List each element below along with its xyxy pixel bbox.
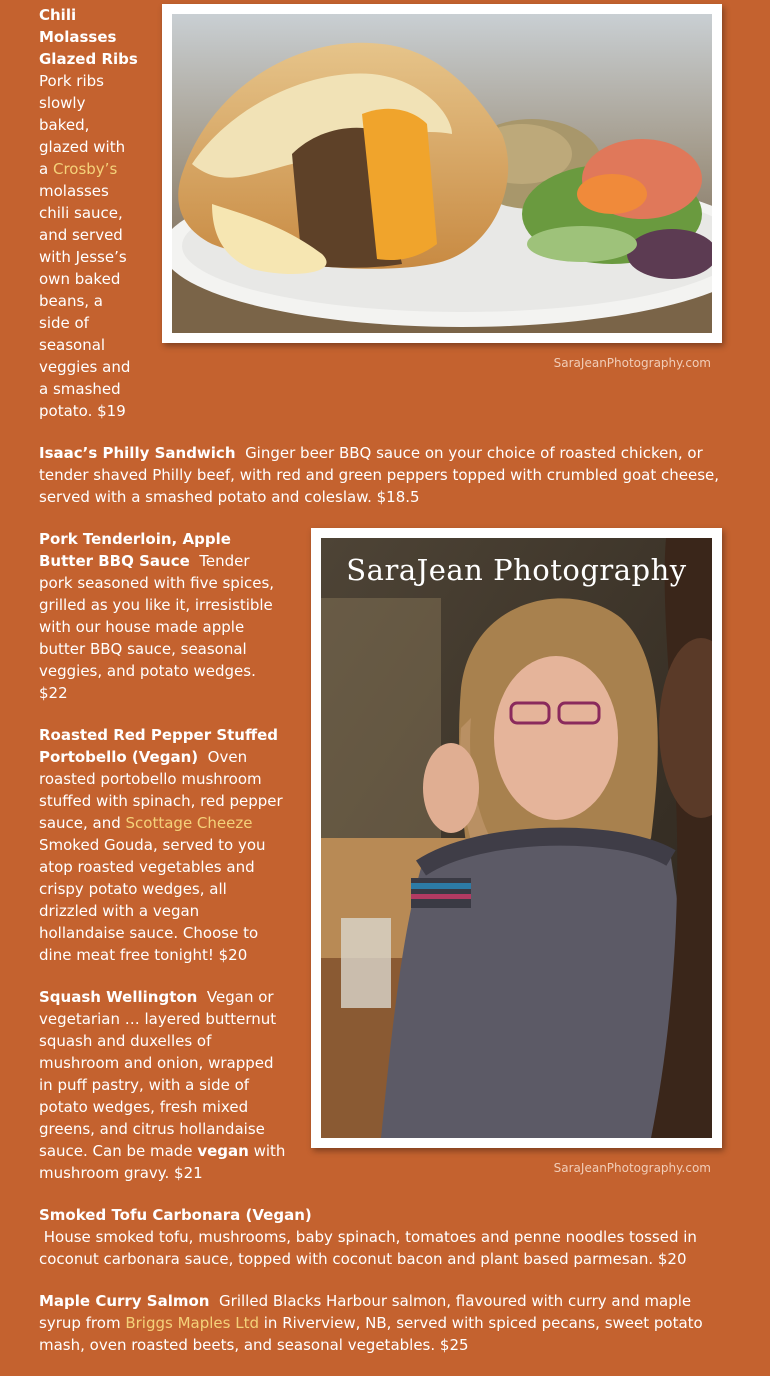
wellington-dish-photo bbox=[172, 14, 712, 333]
portrait-photo bbox=[321, 538, 712, 1138]
menu-item-description: molasses chili sauce, and served with Jesse’s own baked beans, a side of seasonal veggies and a smashed potato. $19 bbox=[39, 182, 131, 420]
menu-item-title: Chili Molasses Glazed Ribs bbox=[39, 6, 138, 68]
menu-item-maple-curry-salmon bbox=[39, 1290, 731, 1356]
menu-content bbox=[39, 4, 731, 1376]
menu-item-description: Vegan or vegetarian … layered butternut squash and duxelles of mushroom and onion, wrapped in puff pastry, with a side of potato wedges, fresh mixed greens, and citrus hollandaise sauce. Can be made bbox=[39, 988, 277, 1160]
menu-item-title: Pork Tenderloin, Apple Butter BBQ Sauce bbox=[39, 530, 231, 570]
scottage-cheeze-link[interactable]: Scottage Cheeze bbox=[125, 814, 253, 832]
portrait-photo-frame[interactable] bbox=[311, 528, 722, 1148]
vegan-emphasis: vegan bbox=[197, 1142, 249, 1160]
briggs-maples-link[interactable]: Briggs Maples Ltd bbox=[125, 1314, 259, 1332]
menu-item-description: Oven roasted portobello mushroom stuffed with spinach, red pepper sauce, and bbox=[39, 748, 283, 832]
dish-photo-frame[interactable] bbox=[162, 4, 722, 343]
menu-item-description: Pork ribs slowly baked, glazed with a bbox=[39, 72, 126, 178]
menu-item-title: Roasted Red Pepper Stuffed Portobello (Vegan) bbox=[39, 726, 279, 766]
menu-item-title: Isaac’s Philly Sandwich bbox=[39, 444, 236, 462]
menu-item-description: Ginger beer BBQ sauce on your choice of roasted chicken, or tender shaved Philly beef, with red and green peppers topped with crumbled goat cheese, served with a smashed potato and coleslaw. $18.5 bbox=[39, 444, 720, 506]
portrait-photo-figure bbox=[311, 528, 722, 1176]
menu-item-title: Smoked Tofu Carbonara (Vegan) bbox=[39, 1206, 312, 1224]
menu-item-title: Maple Curry Salmon bbox=[39, 1292, 210, 1310]
diner-portrait-image bbox=[321, 538, 712, 1138]
menu-item-description: in Riverview, NB, served with spiced pecans, sweet potato mash, oven roasted beets, and seasonal vegetables. $25 bbox=[39, 1314, 703, 1354]
menu-item-description: Smoked Gouda, served to you atop roasted vegetables and crispy potato wedges, all drizzled with a vegan hollandaise sauce. Choose to dine meat free tonight! $20 bbox=[39, 836, 266, 964]
menu-item-description: House smoked tofu, mushrooms, baby spinach, tomatoes and penne noodles tossed in coconut carbonara sauce, topped with coconut bacon and plant based parmesan. $20 bbox=[39, 1228, 697, 1268]
dish-photo-figure bbox=[162, 4, 722, 371]
crosbys-link[interactable]: Crosby’s bbox=[52, 160, 118, 178]
menu-item-description: Tender pork seasoned with five spices, grilled as you like it, irresistible with our house made apple butter BBQ sauce, seasonal veggies, and potato wedges. $22 bbox=[39, 552, 275, 702]
photo-watermark: SaraJean Photography bbox=[346, 553, 687, 587]
menu-item-description: Grilled Blacks Harbour salmon, flavoured with curry and maple syrup from bbox=[39, 1292, 692, 1332]
menu-item-philly bbox=[39, 442, 731, 508]
menu-item-tofu-carbonara bbox=[39, 1204, 731, 1270]
photo-credit: SaraJeanPhotography.com bbox=[553, 356, 711, 370]
menu-item-title: Squash Wellington bbox=[39, 988, 198, 1006]
menu-item-description: with mushroom gravy. $21 bbox=[39, 1142, 286, 1182]
photo-credit: SaraJeanPhotography.com bbox=[553, 1161, 711, 1175]
